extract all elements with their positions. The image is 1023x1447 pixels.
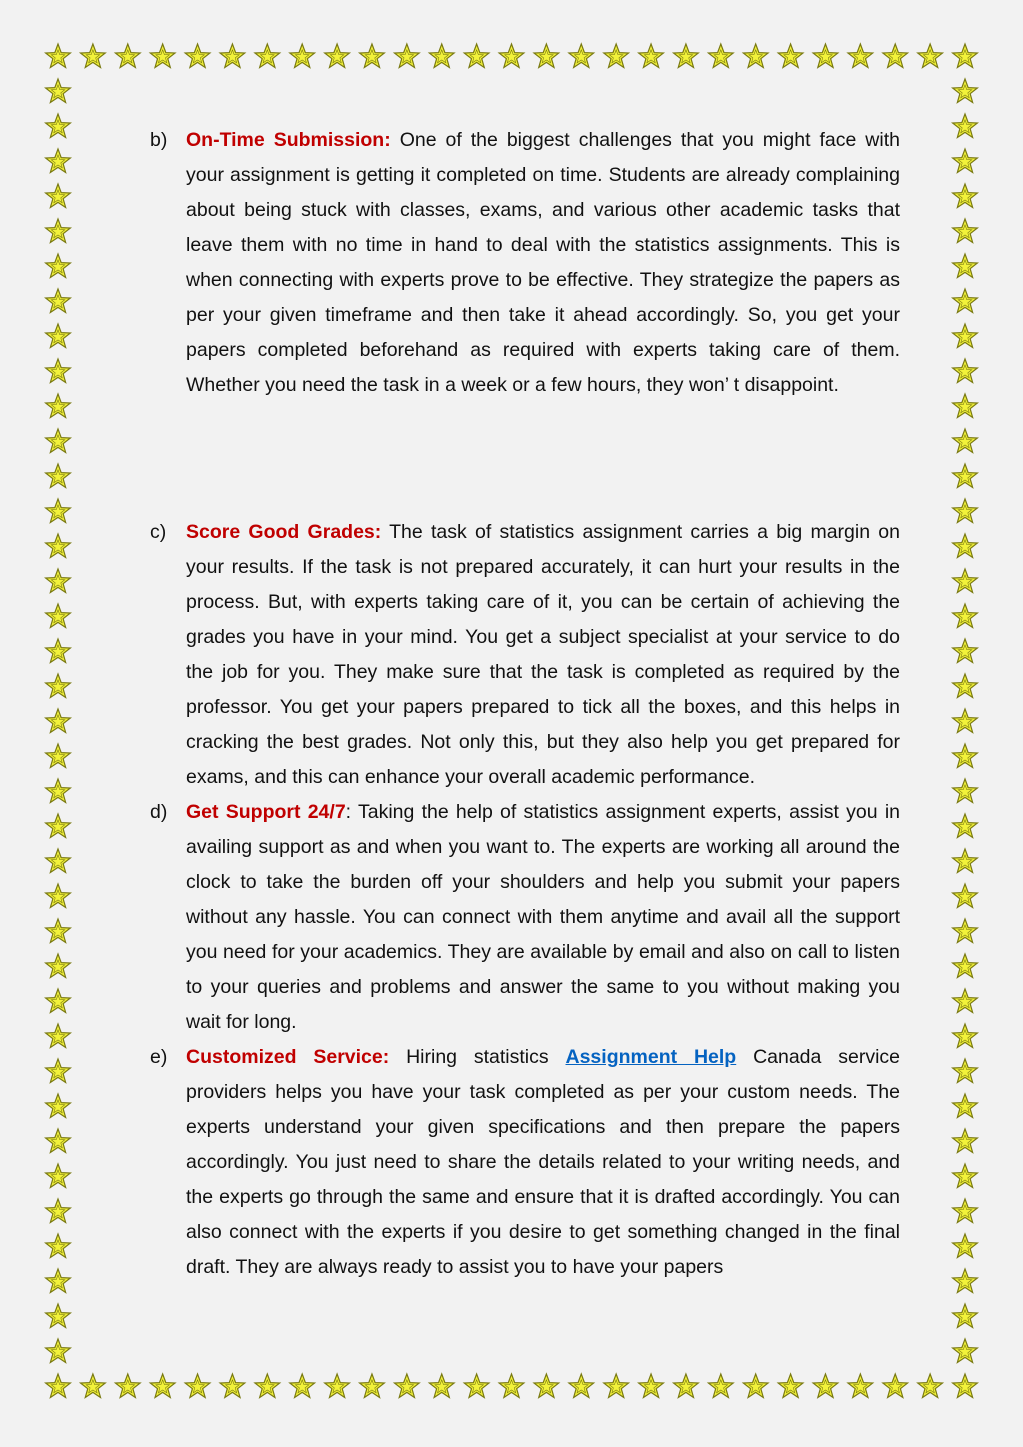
star-icon bbox=[953, 569, 978, 593]
star-icon bbox=[360, 1374, 385, 1398]
star-icon bbox=[185, 44, 210, 68]
star-icon bbox=[953, 394, 978, 418]
star-icon bbox=[708, 44, 733, 68]
item-heading: Customized Service: bbox=[186, 1046, 390, 1068]
star-icon bbox=[918, 44, 943, 68]
star-icon bbox=[429, 44, 454, 68]
star-icon bbox=[46, 639, 71, 663]
star-icon bbox=[46, 779, 71, 803]
star-icon bbox=[953, 744, 978, 768]
star-icon bbox=[46, 324, 71, 348]
item-heading: On-Time Submission: bbox=[186, 129, 391, 151]
star-icon bbox=[604, 44, 629, 68]
star-icon bbox=[220, 1374, 245, 1398]
star-icon bbox=[255, 1374, 280, 1398]
star-icon bbox=[953, 709, 978, 733]
star-icon bbox=[46, 1339, 71, 1363]
star-icon bbox=[569, 1374, 594, 1398]
star-icon bbox=[46, 1059, 71, 1083]
star-icon bbox=[953, 1059, 978, 1083]
star-icon bbox=[150, 44, 175, 68]
list-item-customized-service bbox=[150, 1040, 900, 1285]
star-icon bbox=[848, 44, 873, 68]
star-icon bbox=[255, 44, 280, 68]
star-icon bbox=[46, 1234, 71, 1258]
star-icon bbox=[46, 1374, 71, 1398]
star-icon bbox=[953, 429, 978, 453]
star-icon bbox=[708, 1374, 733, 1398]
star-icon bbox=[325, 1374, 350, 1398]
star-icon bbox=[290, 1374, 315, 1398]
star-icon bbox=[46, 464, 71, 488]
star-icon bbox=[46, 114, 71, 138]
star-icon bbox=[150, 1374, 175, 1398]
star-icon bbox=[813, 44, 838, 68]
star-icon bbox=[674, 1374, 699, 1398]
star-icon bbox=[953, 814, 978, 838]
list-item-text bbox=[186, 1040, 900, 1285]
star-icon bbox=[743, 44, 768, 68]
star-icon bbox=[46, 44, 71, 68]
star-icon bbox=[46, 884, 71, 908]
star-icon bbox=[46, 219, 71, 243]
star-icon bbox=[360, 44, 385, 68]
star-icon bbox=[115, 44, 140, 68]
star-icon bbox=[534, 44, 559, 68]
star-icon bbox=[46, 674, 71, 698]
star-icon bbox=[953, 254, 978, 278]
star-icon bbox=[778, 1374, 803, 1398]
star-icon bbox=[953, 534, 978, 558]
star-icon bbox=[115, 1374, 140, 1398]
star-icon bbox=[46, 814, 71, 838]
star-icon bbox=[46, 849, 71, 873]
star-icon bbox=[46, 569, 71, 593]
star-icon bbox=[46, 394, 71, 418]
star-icon bbox=[743, 1374, 768, 1398]
list-marker: c) bbox=[150, 521, 167, 543]
star-icon bbox=[953, 919, 978, 943]
star-icon bbox=[953, 359, 978, 383]
star-icon bbox=[394, 44, 419, 68]
star-icon bbox=[46, 1269, 71, 1293]
star-icon bbox=[185, 1374, 210, 1398]
star-icon bbox=[953, 674, 978, 698]
star-icon bbox=[953, 954, 978, 978]
star-icon bbox=[953, 989, 978, 1013]
star-icon bbox=[953, 1339, 978, 1363]
star-icon bbox=[464, 1374, 489, 1398]
star-icon bbox=[813, 1374, 838, 1398]
star-icon bbox=[953, 289, 978, 313]
list-marker: b) bbox=[150, 129, 168, 151]
star-icon bbox=[220, 44, 245, 68]
star-icon bbox=[953, 884, 978, 908]
star-icon bbox=[429, 1374, 454, 1398]
star-icon bbox=[639, 44, 664, 68]
item-body: The task of statistics assignment carries a big margin on your results. If the task is not prepared accurately, it can hurt your results in the process. But, with experts taking care of it, you can be certain of achieving the grades you have in your mind. You get a subject specialist at your service to do the job for you. They make sure that the task is completed as required by the professor. You get your papers prepared to tick all the boxes, and this helps in cracking the best grades. Not only this, but they also help you get prepared for exams, and this can enhance your overall academic performance. bbox=[186, 521, 900, 788]
star-icon bbox=[46, 289, 71, 313]
list-item-on-time-submission bbox=[150, 123, 900, 403]
star-icon bbox=[953, 464, 978, 488]
star-icon bbox=[46, 254, 71, 278]
star-icon bbox=[46, 499, 71, 523]
star-icon bbox=[46, 1024, 71, 1048]
star-icon bbox=[953, 499, 978, 523]
star-icon bbox=[46, 184, 71, 208]
section-gap bbox=[150, 403, 900, 515]
item-body: Canada service providers helps you have your task completed as per your custom needs. The experts understand your given specifications and then prepare the papers accordingly. You just need to share the details related to your writing needs, and the experts go through the same and ensure that it is drafted accordingly. You can also connect with the experts if you desire to get something changed in the final draft. They are always ready to assist you to have your papers bbox=[186, 1046, 900, 1278]
star-icon bbox=[953, 219, 978, 243]
star-icon bbox=[290, 44, 315, 68]
star-icon bbox=[499, 1374, 524, 1398]
star-icon bbox=[953, 79, 978, 103]
star-icon bbox=[394, 1374, 419, 1398]
star-icon bbox=[46, 1199, 71, 1223]
list-marker: d) bbox=[150, 801, 168, 823]
star-icon bbox=[46, 1129, 71, 1153]
document-content bbox=[150, 123, 900, 1285]
item-heading: Score Good Grades: bbox=[186, 521, 382, 543]
star-icon bbox=[46, 534, 71, 558]
star-icon bbox=[953, 324, 978, 348]
star-icon bbox=[46, 359, 71, 383]
star-icon bbox=[953, 114, 978, 138]
item-body: One of the biggest challenges that you might face with your assignment is getting it completed on time. Students are already complaining about being stuck with classes, exams, and various other academic tasks that leave them with no time in hand to deal with the statistics assignments. This is when connecting with experts prove to be effective. They strategize the papers as per your given timeframe and then take it ahead accordingly. So, you get your papers completed beforehand as required with experts taking care of them. Whether you need the task in a week or a few hours, they won’ t disappoint. bbox=[186, 129, 900, 396]
star-icon bbox=[953, 779, 978, 803]
star-icon bbox=[953, 44, 978, 68]
star-icon bbox=[604, 1374, 629, 1398]
star-icon bbox=[464, 44, 489, 68]
list-item-score-good-grades bbox=[150, 515, 900, 795]
star-icon bbox=[499, 44, 524, 68]
list-item-get-support bbox=[150, 795, 900, 1040]
star-icon bbox=[778, 44, 803, 68]
assignment-help-link[interactable]: Assignment Help bbox=[565, 1046, 737, 1068]
star-icon bbox=[953, 639, 978, 663]
star-icon bbox=[953, 1199, 978, 1223]
star-icon bbox=[46, 954, 71, 978]
star-icon bbox=[46, 919, 71, 943]
star-icon bbox=[46, 604, 71, 628]
star-icon bbox=[46, 744, 71, 768]
star-icon bbox=[953, 149, 978, 173]
star-icon bbox=[674, 44, 699, 68]
star-icon bbox=[639, 1374, 664, 1398]
item-body: Hiring statistics bbox=[389, 1046, 566, 1068]
list-item-text bbox=[186, 123, 900, 403]
list-item-text bbox=[186, 795, 900, 1040]
star-icon bbox=[534, 1374, 559, 1398]
star-icon bbox=[46, 1304, 71, 1328]
star-icon bbox=[46, 1094, 71, 1118]
star-icon bbox=[953, 1129, 978, 1153]
star-icon bbox=[953, 184, 978, 208]
star-icon bbox=[81, 1374, 106, 1398]
star-icon bbox=[46, 709, 71, 733]
star-icon bbox=[953, 1304, 978, 1328]
star-icon bbox=[953, 1024, 978, 1048]
star-icon bbox=[46, 989, 71, 1013]
star-icon bbox=[848, 1374, 873, 1398]
star-icon bbox=[953, 1269, 978, 1293]
star-icon bbox=[325, 44, 350, 68]
star-icon bbox=[46, 79, 71, 103]
star-icon bbox=[81, 44, 106, 68]
star-icon bbox=[46, 1164, 71, 1188]
item-heading: Get Support 24/7 bbox=[186, 801, 346, 823]
star-icon bbox=[46, 149, 71, 173]
star-icon bbox=[953, 604, 978, 628]
star-icon bbox=[953, 1164, 978, 1188]
list-marker: e) bbox=[150, 1046, 168, 1068]
star-icon bbox=[953, 1234, 978, 1258]
star-icon bbox=[953, 849, 978, 873]
star-icon bbox=[46, 429, 71, 453]
item-body: : Taking the help of statistics assignment experts, assist you in availing support as and when you want to. The experts are working all around the clock to take the burden off your shoulders and help you submit your papers without any hassle. You can connect with them anytime and avail all the support you need for your academics. They are available by email and also on call to listen to your queries and problems and answer the same to you without making you wait for long. bbox=[186, 801, 901, 1033]
star-icon bbox=[883, 44, 908, 68]
star-icon bbox=[918, 1374, 943, 1398]
star-icon bbox=[953, 1094, 978, 1118]
star-icon bbox=[883, 1374, 908, 1398]
star-icon bbox=[569, 44, 594, 68]
star-icon bbox=[953, 1374, 978, 1398]
list-item-text bbox=[186, 515, 900, 795]
